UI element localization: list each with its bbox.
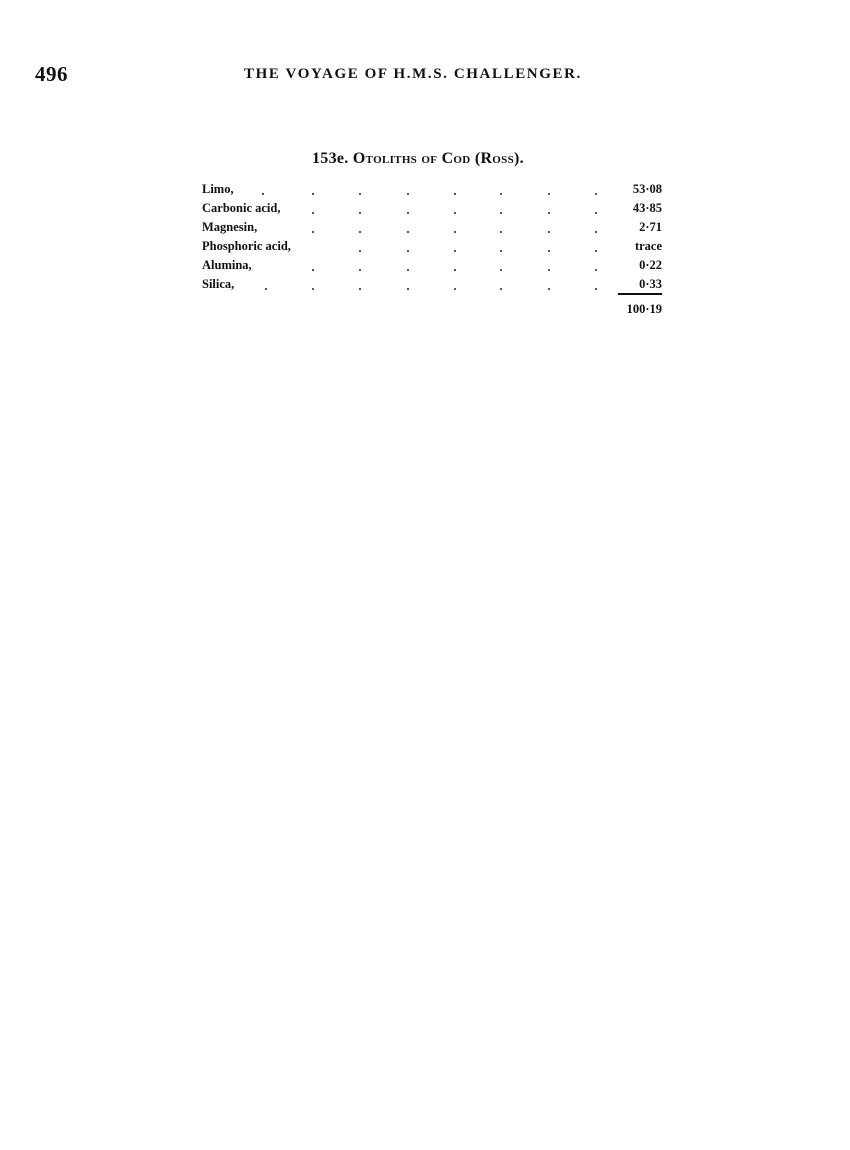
total-value: 100·19 [626, 302, 662, 316]
row-value: 0·22 [639, 258, 662, 272]
row-label: Carbonic acid, [202, 201, 281, 215]
running-head: THE VOYAGE OF H.M.S. CHALLENGER. [244, 66, 582, 82]
table-row [202, 275, 662, 294]
section-number: 153e. [312, 150, 349, 167]
row-value: 53·08 [632, 182, 662, 196]
table-row [202, 180, 662, 199]
table-row [202, 256, 662, 275]
table-row [202, 237, 662, 256]
section-title [312, 150, 524, 168]
row-label: Magnesin, [202, 220, 258, 234]
page-number: 496 [35, 62, 68, 86]
row-value: 43·85 [632, 201, 662, 215]
section-heading: Otoliths of Cod (Ross). [352, 150, 524, 167]
analysis-table [202, 180, 662, 316]
table-row [202, 199, 662, 218]
row-value: trace [634, 239, 662, 253]
row-label: Limo, [202, 182, 234, 196]
row-label: Phosphoric acid, [202, 239, 291, 253]
table-row [202, 218, 662, 237]
row-value: 0·33 [639, 277, 662, 291]
total-rule [618, 293, 662, 295]
row-label: Silica, [202, 277, 235, 291]
row-label: Alumina, [202, 258, 252, 272]
row-value: 2·71 [639, 220, 662, 234]
